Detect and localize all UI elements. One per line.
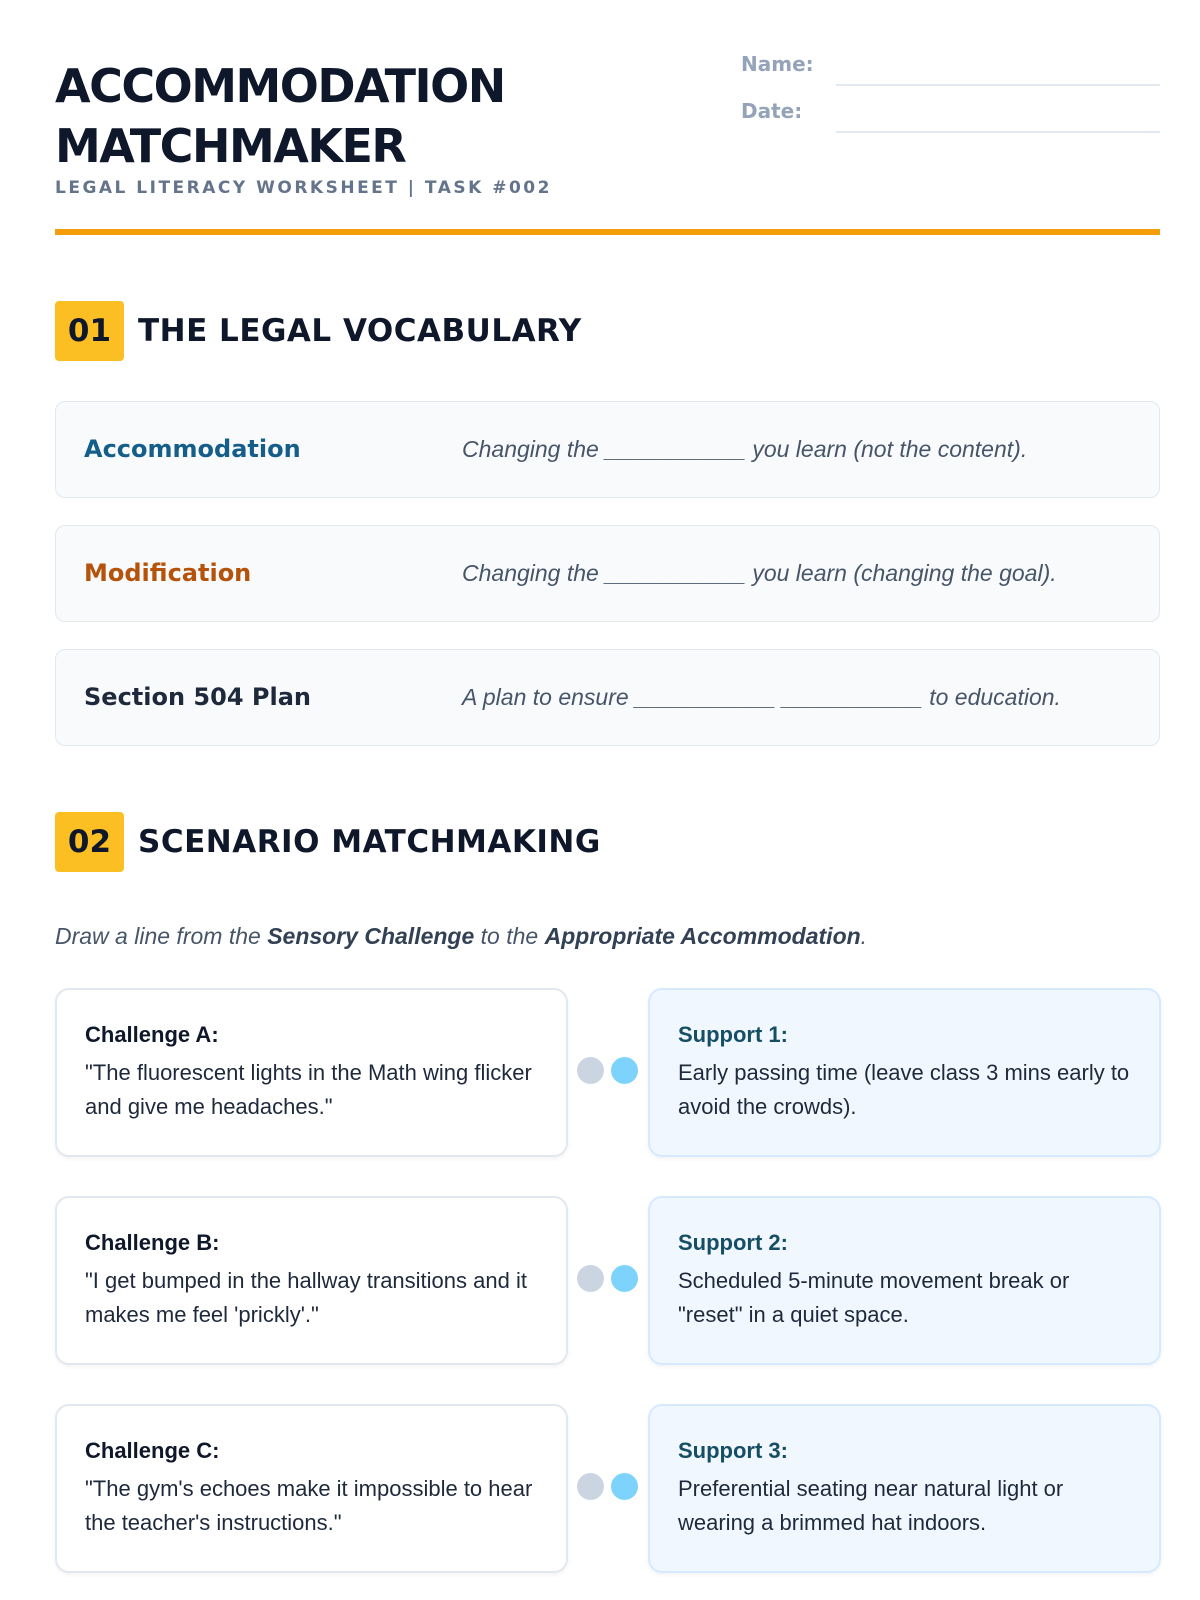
- vocab-row-modification: [55, 525, 1160, 622]
- support-text: Preferential seating near natural light or wearing a brimmed hat indoors.: [678, 1476, 1064, 1535]
- vocab-definition: Changing the ___________ you learn (not the content).: [462, 436, 1028, 462]
- support-label: Support 3:: [678, 1438, 788, 1463]
- vocab-term: Modification: [84, 559, 252, 587]
- name-label: Name:: [741, 52, 814, 76]
- support-text: Scheduled 5-minute movement break or "reset" in a quiet space.: [678, 1268, 1070, 1327]
- challenge-text: "The fluorescent lights in the Math wing flicker and give me headaches.": [85, 1060, 532, 1119]
- challenge-card-b: [55, 1196, 568, 1365]
- section-title: THE LEGAL VOCABULARY: [138, 313, 582, 349]
- worksheet-subtitle: LEGAL LITERACY WORKSHEET | TASK #002: [55, 178, 552, 198]
- vocab-term: Accommodation: [84, 435, 301, 463]
- instructions-part: to the: [474, 923, 545, 949]
- instructions-part: Draw a line from the: [55, 923, 268, 949]
- name-blank-line[interactable]: [836, 84, 1160, 86]
- challenge-connector-dot[interactable]: [577, 1057, 604, 1084]
- vocab-row-accommodation: [55, 401, 1160, 498]
- instructions-emphasis: Appropriate Accommodation: [544, 923, 861, 949]
- vocab-row-504-plan: [55, 649, 1160, 746]
- challenge-card-c: [55, 1404, 568, 1573]
- section-header-scenarios: [55, 812, 601, 872]
- challenge-text: "I get bumped in the hallway transitions and it makes me feel 'prickly'.": [85, 1268, 527, 1327]
- instructions-part: .: [860, 923, 868, 949]
- support-connector-dot[interactable]: [611, 1265, 638, 1292]
- support-card-3: [648, 1404, 1161, 1573]
- support-text: Early passing time (leave class 3 mins early to avoid the crowds).: [678, 1060, 1130, 1119]
- worksheet-page: [55, 0, 1160, 1600]
- support-connector-dot[interactable]: [611, 1057, 638, 1084]
- support-label: Support 2:: [678, 1230, 788, 1255]
- support-connector-dot[interactable]: [611, 1473, 638, 1500]
- section-number-badge: 02: [55, 812, 124, 872]
- vocab-definition: Changing the ___________ you learn (changing the goal).: [462, 560, 1057, 586]
- header-divider: [55, 229, 1160, 235]
- challenge-label: Challenge C:: [85, 1438, 220, 1463]
- challenge-connector-dot[interactable]: [577, 1473, 604, 1500]
- vocab-definition: A plan to ensure ___________ ___________ to education.: [462, 684, 1061, 710]
- instructions-text: [55, 923, 867, 950]
- worksheet-title: ACCOMMODATION MATCHMAKER: [55, 59, 505, 173]
- support-card-1: [648, 988, 1161, 1157]
- section-header-vocabulary: [55, 301, 582, 361]
- challenge-label: Challenge B:: [85, 1230, 220, 1255]
- section-title: SCENARIO MATCHMAKING: [138, 824, 601, 860]
- challenge-connector-dot[interactable]: [577, 1265, 604, 1292]
- date-blank-line[interactable]: [836, 131, 1160, 133]
- section-number-badge: 01: [55, 301, 124, 361]
- vocab-term: Section 504 Plan: [84, 683, 311, 711]
- date-field: [741, 99, 1160, 133]
- instructions-emphasis: Sensory Challenge: [267, 923, 475, 949]
- name-field: [741, 52, 1160, 86]
- support-card-2: [648, 1196, 1161, 1365]
- challenge-text: "The gym's echoes make it impossible to hear the teacher's instructions.": [85, 1476, 533, 1535]
- challenge-card-a: [55, 988, 568, 1157]
- date-label: Date:: [741, 99, 803, 123]
- support-label: Support 1:: [678, 1022, 788, 1047]
- challenge-label: Challenge A:: [85, 1022, 219, 1047]
